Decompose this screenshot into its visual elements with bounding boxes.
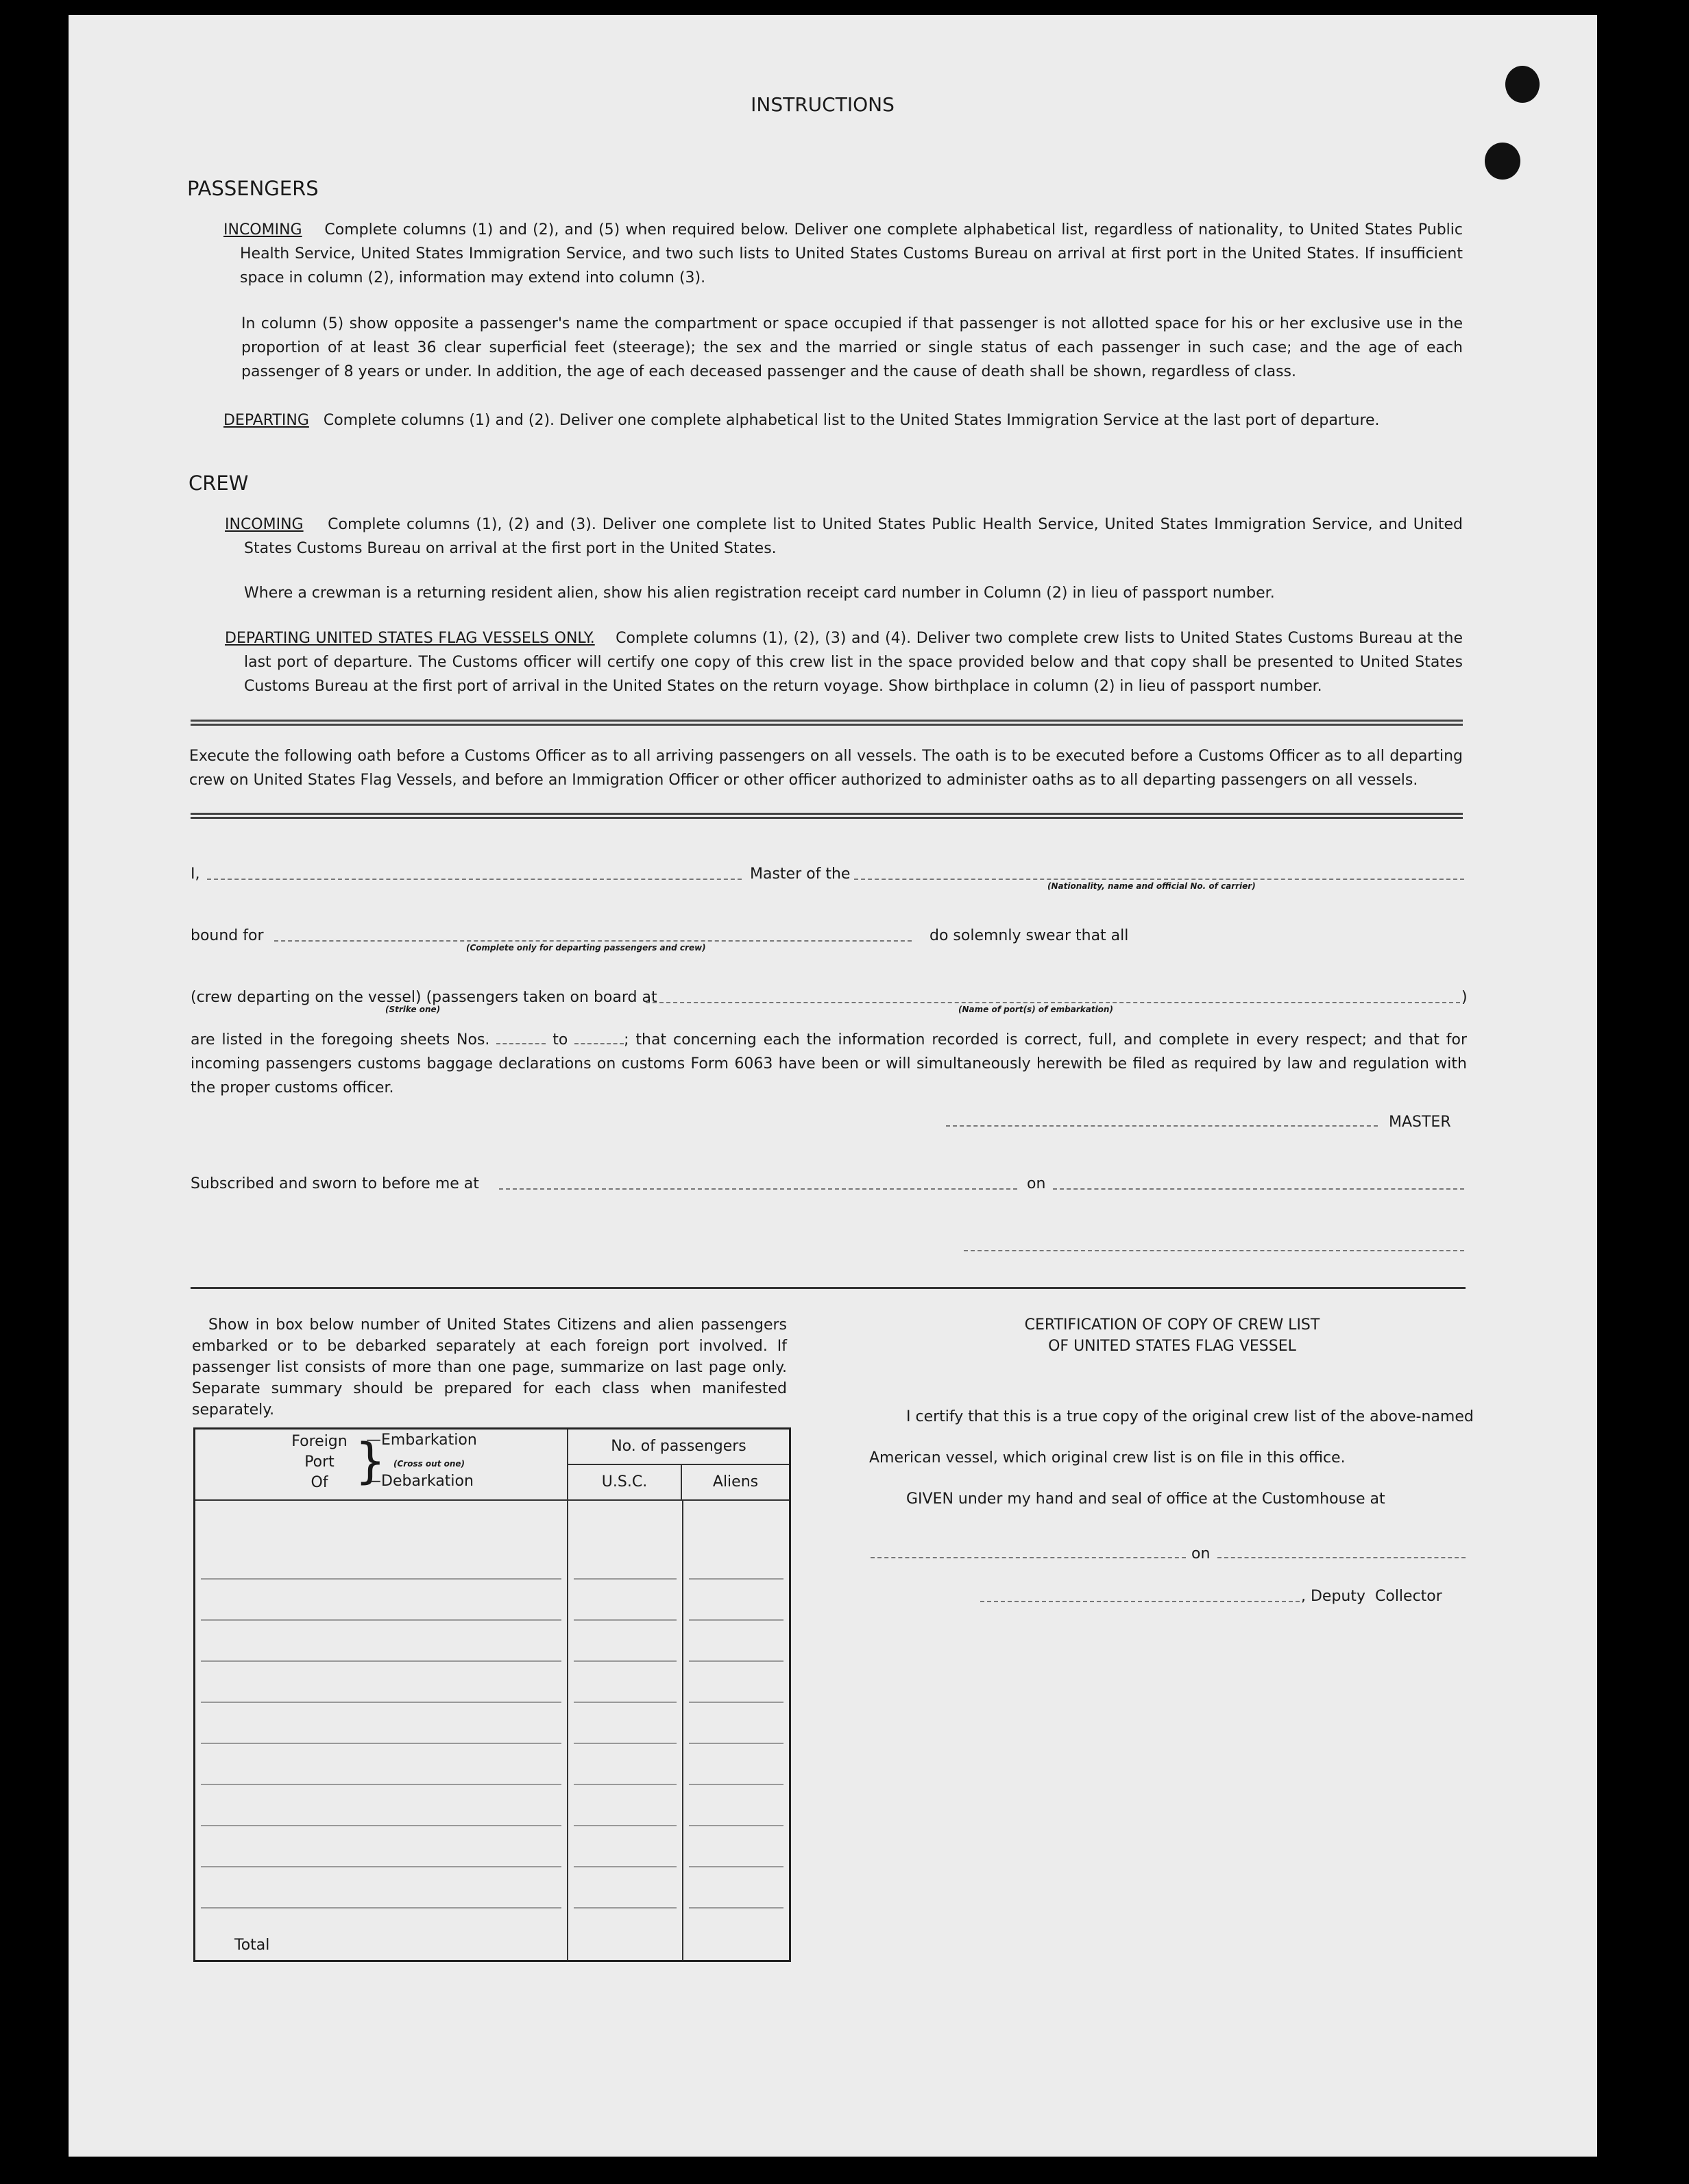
- crew-departing: [225, 626, 1463, 698]
- master-name-field[interactable]: [207, 879, 742, 880]
- passengers-header-cell: [568, 1429, 790, 1501]
- passenger-summary-table: [193, 1427, 791, 1962]
- certify-text: I certify that this is a true copy of the original crew list of the above-named: [906, 1408, 1474, 1425]
- double-rule: [191, 813, 1463, 819]
- usc-column: [568, 1500, 683, 1961]
- listed-prefix: are listed in the foregoing sheets Nos.: [191, 1031, 490, 1048]
- vessel-text: American vessel, which original crew list is on file in this office.: [869, 1449, 1346, 1467]
- usc-entry-lines[interactable]: [574, 1538, 677, 1933]
- port-entry-lines[interactable]: [201, 1538, 561, 1933]
- subscribed-date-field[interactable]: [1053, 1188, 1464, 1190]
- summary-body-row: [195, 1500, 790, 1961]
- page-title: INSTRUCTIONS: [751, 93, 895, 116]
- crew-departing-text: Complete columns (1), (2), (3) and (4). Deliver two complete crew lists to United States Customs Bureau at the last port of departure. The Customs officer will certify one copy of this crew list in the space provided below and that copy shall be presented to United States Customs Bureau at the first port of arrival in the United States on the return voyage. Show birthplace in column (2) in lieu of passport number.: [244, 630, 1463, 695]
- crew-incoming-label: INCOMING: [225, 516, 304, 533]
- aliens-label: Aliens: [712, 1473, 759, 1490]
- crew-departing-label: (crew departing on the vessel) (passengers taken on board at: [191, 989, 657, 1006]
- crew-incoming: [225, 513, 1463, 561]
- crew-resident: Where a crewman is a returning resident alien, show his alien registration receipt card number in Column (2) in lieu of passport number.: [244, 585, 1275, 602]
- embarkation-label[interactable]: —Embarkation: [366, 1432, 477, 1449]
- sheet-from-field[interactable]: [496, 1043, 546, 1044]
- port-header-cell: Foreign Port Of } —Embarkation (Cross out one) —Debarkation: [195, 1429, 568, 1501]
- listed-paragraph: [191, 1028, 1467, 1100]
- double-rule: [191, 720, 1463, 726]
- bound-caption: (Complete only for departing passengers and crew): [466, 943, 706, 953]
- deputy-signature-field[interactable]: [980, 1601, 1300, 1602]
- port-label: Port: [304, 1453, 335, 1471]
- subscribed-place-field[interactable]: [499, 1188, 1017, 1190]
- customhouse-field[interactable]: [871, 1557, 1186, 1558]
- crew-departing-label: DEPARTING UNITED STATES FLAG VESSELS ONLY.: [225, 630, 595, 647]
- cross-out-caption: (Cross out one): [393, 1459, 465, 1469]
- sheet-to-field[interactable]: [574, 1043, 624, 1044]
- to-label: to: [552, 1031, 568, 1048]
- swear-label: do solemnly swear that all: [929, 927, 1129, 944]
- incoming-text: Complete columns (1) and (2), and (5) when required below. Deliver one complete alphabetical list, regardless of nationality, to United States Public Health Service, United States Immigration Service, and two such lists to United States Customs Bureau on arrival at first port in the United States. If insufficient space in column (2), information may extend into column (3).: [240, 221, 1463, 286]
- embarkation-port-field[interactable]: [646, 1002, 1460, 1003]
- subscribed-label: Subscribed and sworn to before me at: [191, 1175, 479, 1192]
- usc-label: U.S.C.: [568, 1465, 682, 1499]
- no-of-passengers-label: No. of passengers: [568, 1430, 789, 1465]
- bound-for-field[interactable]: [274, 940, 912, 942]
- departing-label: DEPARTING: [223, 412, 309, 429]
- cert-date-field[interactable]: [1217, 1557, 1466, 1558]
- punch-hole: [1485, 143, 1520, 180]
- deputy-label: , Deputy Collector: [1301, 1588, 1442, 1605]
- aliens-column: [683, 1500, 790, 1961]
- ink-spot: [1505, 66, 1540, 103]
- departing-text: Complete columns (1) and (2). Deliver one complete alphabetical list to the United States Immigration Service at the last port of departure.: [323, 412, 1380, 429]
- master-signature-field[interactable]: [946, 1125, 1378, 1127]
- bound-for-label: bound for: [191, 927, 264, 944]
- debarkation-label[interactable]: —Debarkation: [366, 1473, 474, 1490]
- certification-title-line1: CERTIFICATION OF COPY OF CREW LIST: [1024, 1316, 1320, 1334]
- aliens-entry-lines[interactable]: [689, 1538, 783, 1933]
- crew-incoming-text: Complete columns (1), (2) and (3). Deliver one complete list to United States Public Health Service, United States Immigration Service, and United States Customs Bureau on arrival at the first port in the United States.: [244, 516, 1463, 557]
- officer-signature-field[interactable]: [964, 1250, 1464, 1251]
- strike-caption: (Strike one): [385, 1005, 441, 1014]
- incoming-label: INCOMING: [223, 221, 302, 238]
- passengers-heading: PASSENGERS: [187, 177, 319, 200]
- master-of-label: Master of the: [750, 866, 851, 883]
- i-label: I,: [191, 866, 200, 883]
- certification-title: [932, 1314, 1412, 1357]
- listed-text: ; that concerning each the information recorded is correct, full, and complete in every respect; and that for incoming passengers customs baggage declarations on customs Form 6063 have been or will simultaneously herewith be filed as required by law and regulation with the proper customs officer.: [191, 1031, 1467, 1096]
- section-rule: [191, 1287, 1466, 1289]
- foreign-label: Foreign: [291, 1433, 348, 1450]
- of-label: Of: [311, 1474, 328, 1491]
- summary-instruction: Show in box below number of United States Citizens and alien passengers embarked or to be debarked separately at each foreign port involved. If passenger list consists of more than one page, summarize on last page only. Separate summary should be prepared for each class when manifested separately.: [192, 1316, 787, 1419]
- passengers-column5: In column (5) show opposite a passenger's name the compartment or space occupied if that passenger is not allotted space for his or her exclusive use in the proportion of at least 36 clear superficial feet (steerage); the sex and the married or single status of each passenger in such case; and the age of each passenger of 8 years or under. In addition, the age of each deceased passenger and the cause of death shall be shown, regardless of class.: [241, 315, 1463, 380]
- passengers-departing: [223, 408, 1463, 432]
- cert-on-label: on: [1191, 1545, 1211, 1562]
- crew-heading: CREW: [189, 471, 249, 495]
- carrier-field[interactable]: [854, 879, 1464, 880]
- close-paren: ): [1461, 989, 1468, 1006]
- ports-caption: (Name of port(s) of embarkation): [958, 1005, 1113, 1014]
- given-text: GIVEN under my hand and seal of office at the Customhouse at: [906, 1490, 1385, 1508]
- on-label: on: [1027, 1175, 1046, 1192]
- master-label: MASTER: [1389, 1114, 1451, 1131]
- passengers-incoming: [223, 218, 1463, 290]
- oath-instruction: Execute the following oath before a Customs Officer as to all arriving passengers on all vessels. The oath is to be executed before a Customs Officer as to all departing crew on United States Flag Vessels, and before an Immigration Officer or other officer authorized to administer oaths as to all departing passengers on all vessels.: [189, 748, 1463, 789]
- port-column: [195, 1500, 568, 1961]
- nationality-caption: (Nationality, name and official No. of carrier): [1047, 881, 1256, 891]
- certification-title-line2: OF UNITED STATES FLAG VESSEL: [1048, 1338, 1296, 1355]
- total-label: Total: [234, 1937, 270, 1954]
